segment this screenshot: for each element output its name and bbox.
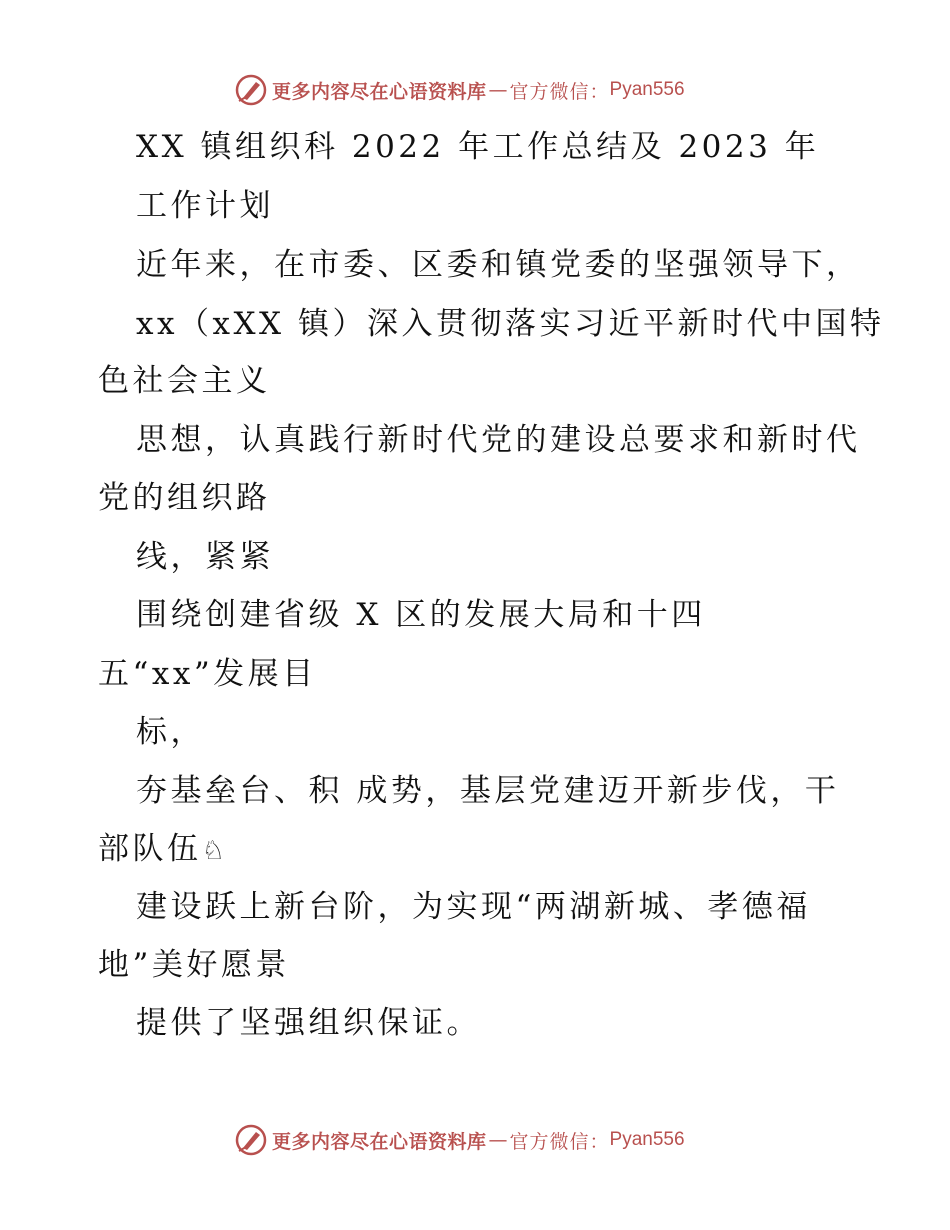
paragraph-line: 地”美好愿景 xyxy=(98,947,290,983)
watermark-subtitle: 官方微信： xyxy=(509,80,610,103)
paragraph-line: 建设跃上新台阶，为实现“两湖新城、孝德福 xyxy=(136,889,811,925)
paragraph-line: 围绕创建省级 X 区的发展大局和十四 xyxy=(136,597,706,633)
paragraph-line: 近年来，在市委、区委和镇党委的坚强领导下， xyxy=(136,247,861,283)
paragraph-line: 色社会主义 xyxy=(98,363,271,399)
watermark-footer xyxy=(234,1122,685,1158)
paragraph-line: 党的组织路 xyxy=(98,480,271,516)
paragraph-text: 部队伍 xyxy=(98,831,202,867)
watermark-title: 更多内容尽在心语资料库 xyxy=(272,1130,487,1153)
paragraph-line: xx（xXX 镇）深入贯彻落实习近平新时代中国特 xyxy=(136,306,885,342)
watermark-dash: — xyxy=(488,79,508,101)
title-line-2: 工作计划 xyxy=(136,188,274,224)
watermark-wechat-id: Pyan556 xyxy=(609,1129,685,1150)
title-line-1: XX 镇组织科 2022 年工作总结及 2023 年 xyxy=(136,129,820,165)
quill-logo-icon xyxy=(234,73,268,107)
paragraph-line: 五“xx”发展目 xyxy=(98,656,317,692)
paragraph-line: 夯基垒台、积 成势，基层党建迈开新步伐，干 xyxy=(136,773,840,809)
quill-logo-icon xyxy=(234,1123,268,1157)
paragraph-line: 标， xyxy=(136,714,205,750)
watermark-wechat-id: Pyan556 xyxy=(609,79,685,100)
paragraph-line: 思想，认真践行新时代党的建设总要求和新时代 xyxy=(136,422,861,458)
paragraph-line: 线，紧紧 xyxy=(136,539,274,575)
watermark-title: 更多内容尽在心语资料库 xyxy=(272,80,487,103)
watermark-dash: — xyxy=(488,1129,508,1151)
paragraph-line: 提供了坚强组织保证。 xyxy=(136,1005,481,1041)
watermark-subtitle: 官方微信： xyxy=(509,1130,610,1153)
knight-glyph: ♘ xyxy=(201,836,229,866)
watermark-header xyxy=(234,72,685,108)
paragraph-line-with-glyph xyxy=(98,829,228,871)
